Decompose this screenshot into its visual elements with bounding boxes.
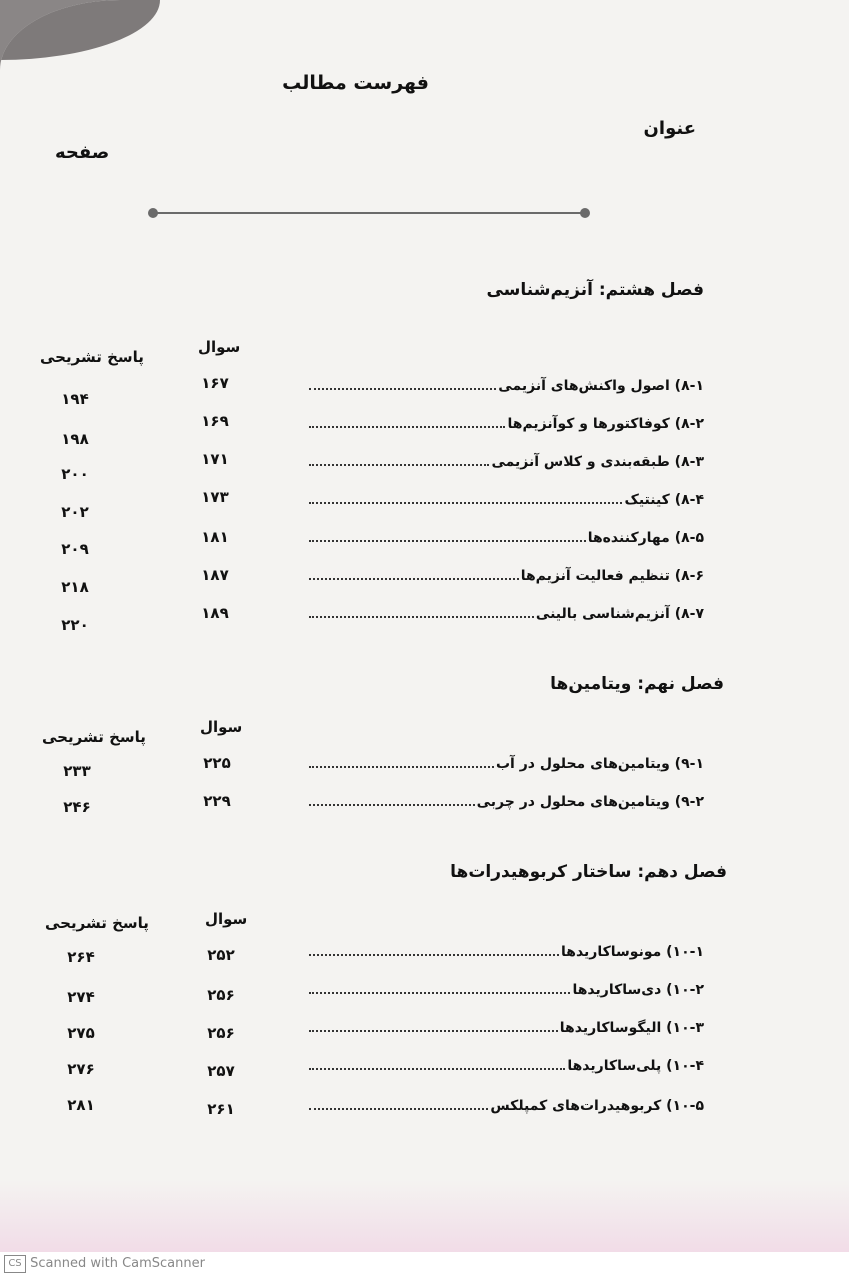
toc-entry-label: ۱۰-۳) الیگوساکاریدها: [559, 1020, 704, 1036]
leader-dots: [309, 1030, 558, 1032]
question-column-label: سوال: [200, 718, 243, 736]
toc-entry[interactable]: [309, 938, 704, 960]
question-page-number: ۱۸۱: [201, 528, 229, 546]
divider-end-dot: [580, 208, 590, 218]
answer-page-number: ۱۹۴: [61, 390, 89, 408]
answer-page-number: ۲۷۴: [67, 988, 95, 1006]
leader-dots: [309, 954, 559, 956]
leader-dots: [309, 578, 519, 580]
leader-dots: [309, 766, 494, 768]
question-page-number: ۱۷۳: [201, 488, 229, 506]
leader-dots: [309, 502, 622, 504]
answer-page-number: ۲۴۶: [63, 798, 91, 816]
question-page-number: ۲۶۱: [207, 1100, 235, 1118]
header-divider: [155, 212, 585, 214]
chapter-title: فصل نهم: ویتامین‌ها: [550, 674, 724, 694]
page-title: فهرست مطالب: [282, 72, 429, 94]
toc-entry[interactable]: [309, 1092, 704, 1114]
camscanner-logo: CS: [4, 1255, 26, 1273]
answer-page-number: ۲۳۳: [63, 762, 91, 780]
toc-entry-label: ۱۰-۱) مونوساکاریدها: [561, 944, 704, 960]
question-column-label: سوال: [205, 910, 248, 928]
toc-entry[interactable]: [309, 788, 704, 810]
answer-page-number: ۲۸۱: [67, 1096, 95, 1114]
answer-page-number: ۲۱۸: [61, 578, 89, 596]
toc-entry-label: ۹-۲) ویتامین‌های محلول در چربی: [476, 794, 704, 810]
toc-entry-label: ۹-۱) ویتامین‌های محلول در آب: [495, 756, 704, 772]
chapter-title: فصل دهم: ساختار کربوهیدرات‌ها: [450, 862, 727, 882]
question-page-number: ۲۲۵: [203, 754, 231, 772]
answer-page-number: ۲۰۲: [61, 503, 89, 521]
scanner-credit: Scanned with CamScanner: [30, 1256, 205, 1271]
leader-dots: [309, 804, 475, 806]
toc-entry-label: ۸-۱) اصول واکنش‌های آنزیمی: [498, 378, 704, 394]
answer-page-number: ۲۷۵: [67, 1024, 95, 1042]
toc-entry[interactable]: [309, 1052, 704, 1074]
toc-entry-label: ۱۰-۵) کربوهیدرات‌های کمپلکس: [490, 1098, 704, 1114]
question-page-number: ۲۲۹: [203, 792, 231, 810]
answer-page-number: ۲۰۹: [61, 540, 89, 558]
answer-page-number: ۲۲۰: [61, 616, 89, 634]
question-page-number: ۲۵۷: [207, 1062, 235, 1080]
answer-page-number: ۲۰۰: [61, 465, 89, 483]
toc-entry[interactable]: [309, 524, 704, 546]
chapter-title: فصل هشتم: آنزیم‌شناسی: [486, 280, 704, 300]
question-page-number: ۱۶۷: [201, 374, 229, 392]
divider-end-dot: [148, 208, 158, 218]
toc-entry-label: ۸-۶) تنظیم فعالیت آنزیم‌ها: [520, 568, 704, 584]
scanner-footer: [0, 1252, 849, 1280]
leader-dots: [309, 464, 489, 466]
leader-dots: [309, 426, 505, 428]
toc-entry[interactable]: [309, 1014, 704, 1036]
question-page-number: ۱۸۹: [201, 604, 229, 622]
toc-entry-label: ۸-۵) مهارکننده‌ها: [587, 530, 704, 546]
answer-column-label: پاسخ تشریحی: [45, 914, 149, 932]
toc-entry-label: ۸-۳) طبقه‌بندی و کلاس آنزیمی: [491, 454, 704, 470]
column-title-heading: عنوان: [643, 118, 696, 139]
toc-entry-label: ۸-۴) کینتیک: [624, 492, 704, 508]
toc-entry[interactable]: [309, 976, 704, 998]
toc-entry-label: ۸-۷) آنزیم‌شناسی بالینی: [535, 606, 704, 622]
column-page-heading: صفحه: [55, 142, 110, 163]
leader-dots: [309, 616, 534, 618]
question-page-number: ۲۵۲: [207, 946, 235, 964]
toc-entry[interactable]: [309, 410, 704, 432]
answer-page-number: ۱۹۸: [61, 430, 89, 448]
question-page-number: ۲۵۶: [207, 986, 235, 1004]
leader-dots: [309, 388, 496, 390]
answer-column-label: پاسخ تشریحی: [42, 728, 146, 746]
answer-page-number: ۲۶۴: [67, 948, 95, 966]
toc-entry[interactable]: [309, 486, 704, 508]
answer-column-label: پاسخ تشریحی: [40, 348, 144, 366]
leader-dots: [309, 1068, 565, 1070]
toc-entry[interactable]: [309, 750, 704, 772]
leader-dots: [309, 1108, 488, 1110]
toc-entry-label: ۱۰-۴) پلی‌ساکاریدها: [567, 1058, 704, 1074]
scan-tint: [0, 1180, 849, 1252]
toc-entry-label: ۸-۲) کوفاکتورها و کوآنزیم‌ها: [507, 416, 704, 432]
toc-entry[interactable]: [309, 562, 704, 584]
question-page-number: ۱۸۷: [201, 566, 229, 584]
question-page-number: ۱۶۹: [201, 412, 229, 430]
question-page-number: ۲۵۶: [207, 1024, 235, 1042]
toc-entry[interactable]: [309, 448, 704, 470]
answer-page-number: ۲۷۶: [67, 1060, 95, 1078]
toc-entry[interactable]: [309, 372, 704, 394]
leader-dots: [309, 992, 570, 994]
question-page-number: ۱۷۱: [201, 450, 229, 468]
question-column-label: سوال: [198, 338, 241, 356]
leader-dots: [309, 540, 586, 542]
toc-entry[interactable]: [309, 600, 704, 622]
toc-entry-label: ۱۰-۲) دی‌ساکاریدها: [572, 982, 704, 998]
